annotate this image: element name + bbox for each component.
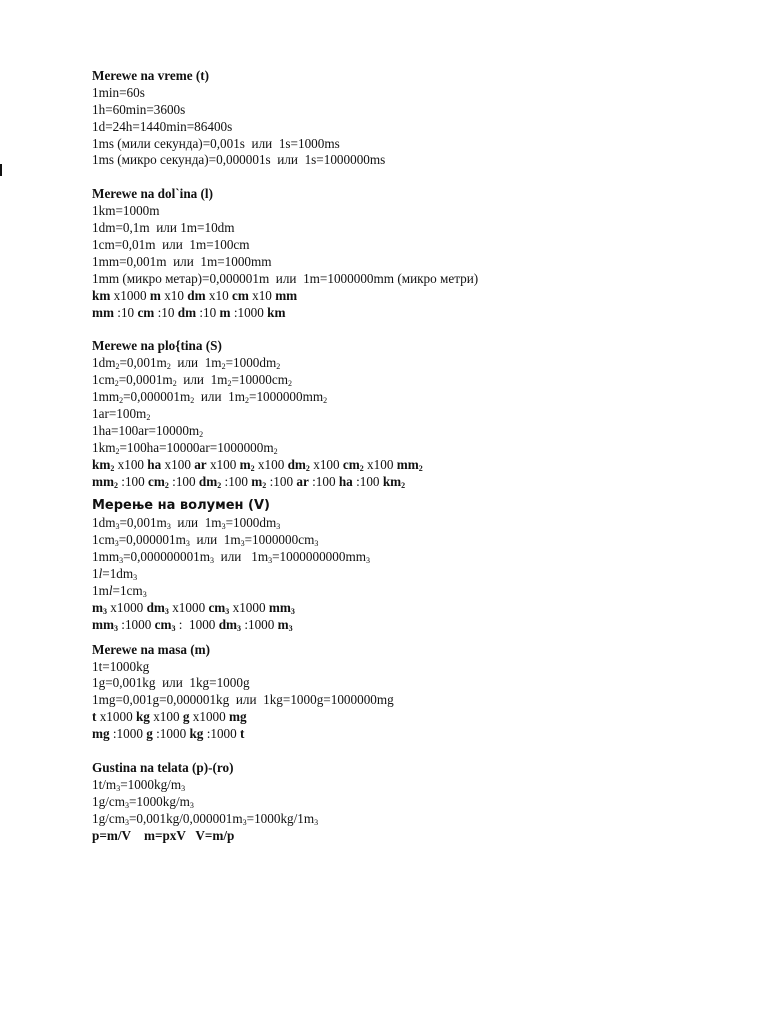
section — [92, 68, 732, 169]
unit-exponent: 3 — [314, 539, 319, 549]
formula-line — [92, 372, 732, 389]
text-segment: m — [277, 616, 289, 632]
formula-line — [92, 220, 732, 237]
text-segment: 1mm (микро метар)=0,000001m или 1m=1000000mm (микро метри) — [92, 270, 479, 286]
text-segment: dm — [218, 616, 238, 632]
text-segment: =1dm — [102, 566, 134, 582]
unit-exponent: 2 — [114, 379, 119, 389]
text-segment: x10 — [160, 287, 188, 303]
formula-line — [92, 457, 732, 474]
text-segment: cm — [342, 456, 360, 472]
unit-exponent: 2 — [166, 362, 171, 372]
text-segment: 1dm — [92, 515, 116, 531]
document-page — [92, 68, 732, 844]
text-segment: 1km — [92, 439, 116, 455]
formula-line — [92, 777, 732, 794]
text-segment: =0,001kg/0,000001m — [128, 810, 243, 826]
text-segment: mm — [92, 473, 114, 489]
text-segment: cm — [137, 304, 155, 320]
formula-line — [92, 659, 732, 676]
text-segment: 1ar=100m — [92, 406, 147, 422]
unit-exponent: 2 — [110, 463, 115, 473]
text-segment: 1km=1000m — [92, 203, 160, 219]
unit-exponent: 3 — [164, 606, 169, 616]
text-segment: :100 — [352, 473, 383, 489]
unit-exponent: 3 — [124, 817, 129, 827]
formula-line — [92, 288, 732, 305]
text-segment: mm — [275, 287, 298, 303]
text-segment: 1t=1000kg — [92, 658, 150, 674]
text-segment: x100 — [206, 456, 240, 472]
unit-exponent: 3 — [124, 800, 129, 810]
text-segment: :100 — [308, 473, 339, 489]
text-segment: x1000 — [189, 709, 230, 725]
text-segment: =10000cm — [231, 372, 288, 388]
text-segment: mm — [92, 304, 114, 320]
text-segment: 1cm — [92, 372, 115, 388]
unit-exponent: 3 — [114, 539, 119, 549]
text-segment: cm — [154, 616, 172, 632]
text-segment: :100 — [266, 473, 297, 489]
text-segment: :10 — [113, 304, 138, 320]
formula-line — [92, 675, 732, 692]
text-segment: или 1m — [176, 372, 228, 388]
section — [92, 498, 732, 633]
text-segment: =1000kg/m — [120, 776, 182, 792]
text-segment: =0,000000001m — [123, 549, 211, 565]
text-segment: t — [240, 726, 245, 742]
section-title: Merewe na masa (m) — [92, 641, 211, 657]
formula-line — [92, 532, 732, 549]
unit-exponent: 3 — [115, 522, 120, 532]
text-segment: =0,0001m — [118, 372, 173, 388]
formula-line — [92, 152, 732, 169]
formula-line — [92, 136, 732, 153]
text-segment: :10 — [154, 304, 178, 320]
section — [92, 338, 732, 490]
text-segment: или 1m — [170, 515, 222, 531]
text-segment: 1ms (микро секунда)=0,000001s или 1s=1000000ms — [92, 152, 386, 168]
unit-exponent: 3 — [237, 623, 242, 633]
text-segment: =1000kg/m — [128, 793, 190, 809]
unit-exponent: 2 — [227, 379, 232, 389]
formula-line — [92, 474, 732, 491]
text-segment: =0,000001m — [118, 532, 186, 548]
formula-line — [92, 617, 732, 634]
text-segment: =100ha=10000ar=1000000m — [119, 439, 274, 455]
formula-line — [92, 709, 732, 726]
formula-line — [92, 811, 732, 828]
text-segment: 1ms (мили секунда)=0,001s или 1s=1000ms — [92, 135, 340, 151]
text-segment: :1000 — [203, 726, 241, 742]
unit-exponent: 3 — [242, 817, 247, 827]
section-title: Merewe na dol`ina (l) — [92, 186, 213, 202]
text-segment: x1000 — [110, 287, 150, 303]
text-segment: kg — [189, 726, 204, 742]
text-segment: :100 — [221, 473, 252, 489]
unit-exponent: 3 — [225, 606, 230, 616]
text-segment: x1000 — [96, 709, 136, 725]
unit-exponent: 2 — [199, 429, 204, 439]
unit-exponent: 3 — [221, 522, 226, 532]
text-segment: dm — [187, 287, 206, 303]
text-segment: 1m — [92, 582, 109, 598]
text-segment: =0,001m — [119, 355, 167, 371]
unit-exponent: 2 — [250, 463, 255, 473]
text-segment: 1mm — [92, 389, 120, 405]
text-segment: 1cm=0,01m или 1m=100cm — [92, 237, 250, 253]
text-segment: 1mg=0,001g=0,000001kg или 1kg=1000g=1000000mg — [92, 692, 394, 708]
formula-line — [92, 85, 732, 102]
text-segment: или 1m — [194, 389, 246, 405]
text-segment: x1000 — [168, 599, 209, 615]
unit-exponent: 2 — [115, 446, 120, 456]
unit-exponent: 3 — [268, 556, 273, 566]
unit-exponent: 2 — [164, 480, 169, 490]
text-segment: cm — [231, 287, 249, 303]
text-segment: dm — [287, 456, 306, 472]
formula-line — [92, 423, 732, 440]
unit-exponent: 3 — [113, 623, 118, 633]
section — [92, 760, 732, 844]
text-segment: x10 — [248, 287, 276, 303]
formula-line — [92, 389, 732, 406]
text-segment: 1h=60min=3600s — [92, 101, 186, 117]
text-segment: ar — [194, 456, 207, 472]
text-segment: ha — [338, 473, 353, 489]
text-segment: 1g=0,001kg или 1kg=1000g — [92, 675, 250, 691]
text-segment: km — [92, 456, 111, 472]
text-segment: km — [92, 287, 111, 303]
text-segment: :1000 — [117, 616, 155, 632]
unit-exponent: 3 — [181, 783, 186, 793]
unit-exponent: 3 — [189, 800, 194, 810]
text-segment: x100 — [161, 456, 195, 472]
text-segment: m — [251, 473, 263, 489]
text-segment: =1000dm — [225, 355, 277, 371]
text-segment: 1g/cm — [92, 810, 125, 826]
unit-exponent: 3 — [288, 623, 293, 633]
unit-exponent: 3 — [133, 573, 138, 583]
text-segment: 1min=60s — [92, 84, 145, 100]
text-segment: 1mm=0,001m или 1m=1000mm — [92, 253, 272, 269]
unit-exponent: 2 — [115, 362, 120, 372]
text-segment: x100 — [309, 456, 343, 472]
section-title: Merewe na vreme (t) — [92, 68, 210, 83]
unit-exponent: 2 — [273, 446, 278, 456]
formula-line — [92, 271, 732, 288]
text-segment: ha — [147, 456, 162, 472]
formula-line — [92, 726, 732, 743]
unit-exponent: 3 — [290, 606, 295, 616]
unit-exponent: 3 — [119, 556, 124, 566]
formula-line — [92, 600, 732, 617]
text-segment: g — [182, 709, 190, 725]
unit-exponent: 3 — [103, 606, 107, 616]
unit-exponent: 2 — [359, 463, 364, 473]
formula-line — [92, 583, 732, 600]
text-segment: l — [108, 582, 113, 598]
text-segment: dm — [177, 304, 197, 320]
text-segment: =1000kg/1m — [246, 810, 315, 826]
formula-line — [92, 440, 732, 457]
section-title: Gustina na telata (p)-(ro) — [92, 759, 234, 775]
formula-line — [92, 828, 732, 845]
text-segment: :100 — [117, 473, 149, 489]
text-segment: mm — [92, 616, 114, 632]
unit-exponent: 3 — [314, 817, 319, 827]
unit-exponent: 2 — [172, 379, 177, 389]
unit-exponent: 2 — [146, 413, 151, 423]
text-segment: 1mm — [92, 549, 120, 565]
text-segment: или 1m — [170, 355, 222, 371]
text-segment: mg — [92, 726, 110, 742]
text-segment: m — [92, 599, 103, 615]
formula-line — [92, 692, 732, 709]
unit-exponent: 2 — [245, 396, 250, 406]
text-segment: mg — [229, 709, 247, 725]
section — [92, 642, 732, 743]
text-segment: =0,000001m — [123, 389, 191, 405]
formula-line — [92, 254, 732, 271]
text-segment: x100 — [363, 456, 397, 472]
unit-exponent: 2 — [262, 480, 267, 490]
margin-mark — [0, 164, 2, 176]
text-segment: :1000 — [152, 726, 190, 742]
section — [92, 186, 732, 321]
text-segment: 1d=24h=1440min=86400s — [92, 118, 233, 134]
formula-line — [92, 549, 732, 566]
formula-line — [92, 237, 732, 254]
text-segment: 1g/cm — [92, 793, 125, 809]
text-segment: :1000 — [241, 616, 278, 632]
unit-exponent: 3 — [171, 623, 176, 633]
text-segment: x100 — [114, 456, 148, 472]
text-segment: p=m/V m=pxV V=m/p — [92, 827, 235, 843]
unit-exponent: 3 — [185, 539, 190, 549]
formula-line — [92, 119, 732, 136]
text-segment: dm — [198, 473, 218, 489]
unit-exponent: 2 — [113, 480, 118, 490]
unit-exponent: 3 — [210, 556, 215, 566]
unit-exponent: 3 — [142, 589, 147, 599]
formula-line — [92, 406, 732, 423]
text-segment: x10 — [205, 287, 232, 303]
text-segment: m — [219, 304, 231, 320]
text-segment: 1t/m — [92, 776, 117, 792]
text-segment: g — [146, 726, 153, 742]
section-title: Merewe na plo{tina (S) — [92, 338, 222, 354]
text-segment: 1cm — [92, 532, 115, 548]
unit-exponent: 3 — [116, 783, 121, 793]
unit-exponent: 3 — [166, 522, 171, 532]
section-title: Мерење на волумен (V) — [92, 498, 270, 514]
text-segment: :10 — [196, 304, 220, 320]
text-segment: kg — [135, 709, 150, 725]
text-segment: :100 — [168, 473, 199, 489]
text-segment: cm — [208, 599, 226, 615]
text-segment: :1000 — [109, 726, 147, 742]
text-segment: :1000 — [230, 304, 268, 320]
text-segment: x100 — [254, 456, 288, 472]
unit-exponent: 2 — [401, 480, 406, 490]
text-segment: =1000000cm — [244, 532, 315, 548]
text-segment: ar — [296, 473, 309, 489]
unit-exponent: 2 — [217, 480, 222, 490]
text-segment: или 1m — [189, 532, 241, 548]
formula-line — [92, 515, 732, 532]
text-segment: =1000000mm — [249, 389, 324, 405]
text-segment: m — [239, 456, 251, 472]
text-segment: 1 — [92, 566, 99, 582]
unit-exponent: 2 — [276, 362, 281, 372]
text-segment: km — [382, 473, 402, 489]
text-segment: l — [98, 566, 103, 582]
formula-line — [92, 794, 732, 811]
text-segment: km — [267, 304, 286, 320]
unit-exponent: 3 — [365, 556, 370, 566]
text-segment: t — [92, 709, 97, 725]
text-segment: x1000 — [107, 599, 147, 615]
unit-exponent: 3 — [240, 539, 245, 549]
text-segment: =1cm — [112, 582, 143, 598]
text-segment: mm — [396, 456, 419, 472]
formula-line — [92, 102, 732, 119]
formula-line — [92, 355, 732, 372]
unit-exponent: 3 — [276, 522, 281, 532]
text-segment: 1dm — [92, 355, 116, 371]
text-segment: x100 — [149, 709, 183, 725]
text-segment: =1000000000mm — [272, 549, 366, 565]
unit-exponent: 2 — [418, 463, 423, 473]
text-segment: x1000 — [229, 599, 269, 615]
text-segment: m — [149, 287, 161, 303]
text-segment: или 1m — [214, 549, 269, 565]
text-segment: dm — [146, 599, 165, 615]
text-segment: =1000dm — [225, 515, 277, 531]
text-segment: 1dm=0,1m или 1m=10dm — [92, 220, 235, 236]
formula-line — [92, 566, 732, 583]
unit-exponent: 2 — [119, 396, 124, 406]
formula-line — [92, 203, 732, 220]
unit-exponent: 2 — [190, 396, 195, 406]
text-segment: 1ha=100ar=10000m — [92, 422, 200, 438]
unit-exponent: 2 — [287, 379, 292, 389]
text-segment: =0,001m — [119, 515, 167, 531]
text-segment: mm — [268, 599, 291, 615]
text-segment: : 1000 — [175, 616, 219, 632]
text-segment: cm — [148, 473, 165, 489]
unit-exponent: 2 — [305, 463, 310, 473]
unit-exponent: 2 — [221, 362, 226, 372]
unit-exponent: 2 — [323, 396, 328, 406]
formula-line — [92, 305, 732, 322]
